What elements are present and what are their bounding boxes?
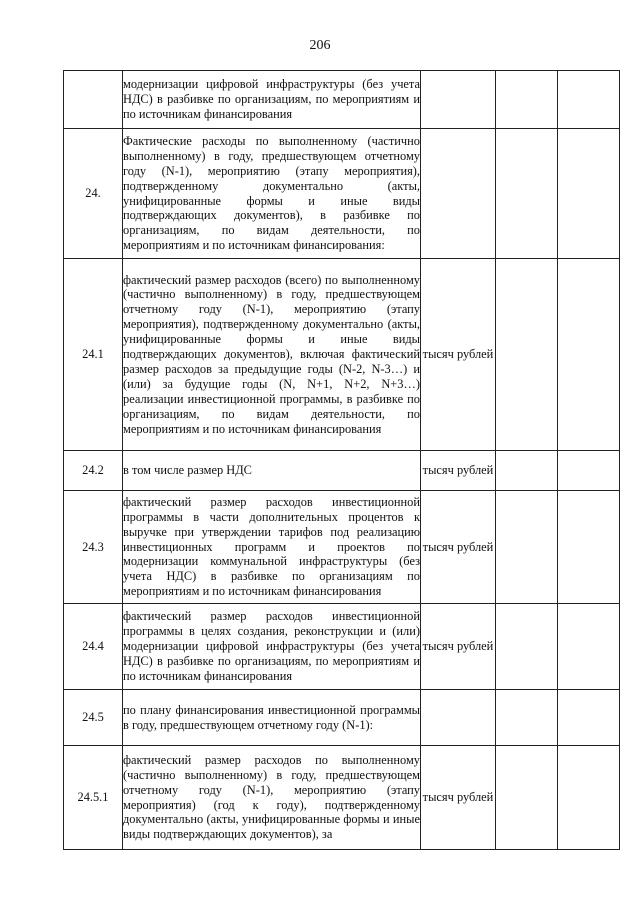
- value-cell: [496, 259, 558, 451]
- row-unit: тысяч рублей: [421, 746, 496, 850]
- row-number: [64, 71, 123, 129]
- row-number: 24.4: [64, 604, 123, 690]
- value-cell: [496, 491, 558, 604]
- table-row: [64, 451, 620, 491]
- row-description: по плану финансирования инвестиционной программы в году, предшествующем отчетному году (N-1):: [123, 690, 421, 746]
- value-cell: [496, 129, 558, 259]
- row-number: 24.1: [64, 259, 123, 451]
- value-cell: [496, 71, 558, 129]
- value-cell: [558, 129, 620, 259]
- row-description: фактический размер расходов по выполненному (частично выполненному) в году, предшествующем отчетному году (N-1), мероприятию (этапу мероприятия) (год к году), подтвержденному документально (акты, унифицированные формы и иные виды подтверждающих документов), за: [123, 746, 421, 850]
- value-cell: [558, 491, 620, 604]
- row-unit: [421, 71, 496, 129]
- row-unit: тысяч рублей: [421, 451, 496, 491]
- row-description: фактический размер расходов (всего) по выполненному (частично выполненному) в году, предшествующем отчетному году (N-1), мероприятию (этапу мероприятия), подтвержденному документально (акты, унифицированные формы и иные виды подтверждающих документов), включая фактический размер расходов за предыдущие годы (N-2, N-3…) и (или) за будущие годы (N, N+1, N+2, N+3…) реализации инвестиционной программы, в разбивке по организациям, по видам деятельности, по мероприятиям и по источникам финансирования: [123, 259, 421, 451]
- row-description: в том числе размер НДС: [123, 451, 421, 491]
- value-cell: [558, 259, 620, 451]
- table-row: [64, 491, 620, 604]
- value-cell: [496, 604, 558, 690]
- value-cell: [496, 451, 558, 491]
- table-row: [64, 604, 620, 690]
- value-cell: [558, 71, 620, 129]
- page-number: 206: [309, 38, 331, 53]
- value-cell: [558, 690, 620, 746]
- table-row: [64, 129, 620, 259]
- row-unit: тысяч рублей: [421, 491, 496, 604]
- table-row: [64, 746, 620, 850]
- row-number: 24.5.1: [64, 746, 123, 850]
- row-unit: [421, 690, 496, 746]
- row-unit: тысяч рублей: [421, 604, 496, 690]
- row-description: Фактические расходы по выполненному (частично выполненному) в году, предшествующем отчетному году (N-1), мероприятию (этапу мероприятия), подтвержденному документально (акты, унифицированные формы и иные виды подтверждающих документов), в разбивке по организациям, по видам деятельности, по мероприятиям и по источникам финансирования:: [123, 129, 421, 259]
- row-description: фактический размер расходов инвестиционной программы в целях создания, реконструкции и (или) модернизации цифровой инфраструктуры (без учета НДС) в разбивке по организациям, по мероприятиям и по источникам финансирования: [123, 604, 421, 690]
- value-cell: [496, 690, 558, 746]
- row-description: фактический размер расходов инвестиционной программы в части дополнительных процентов к выручке при утверждении тарифов под реализацию инвестиционных программ и проектов по модернизации коммунальной инфраструктуры (без учета НДС) в разбивке по организациям по мероприятиям и по источникам финансирования: [123, 491, 421, 604]
- value-cell: [496, 746, 558, 850]
- row-number: 24.5: [64, 690, 123, 746]
- row-unit: [421, 129, 496, 259]
- table-row: [64, 259, 620, 451]
- row-number: 24.3: [64, 491, 123, 604]
- value-cell: [558, 746, 620, 850]
- row-number: 24.2: [64, 451, 123, 491]
- row-number: 24.: [64, 129, 123, 259]
- value-cell: [558, 451, 620, 491]
- table-row: [64, 71, 620, 129]
- indicators-table: [63, 70, 620, 850]
- table-row: [64, 690, 620, 746]
- row-unit: тысяч рублей: [421, 259, 496, 451]
- row-description: модернизации цифровой инфраструктуры (без учета НДС) в разбивке по организациям, по мероприятиям и по источникам финансирования: [123, 71, 421, 129]
- value-cell: [558, 604, 620, 690]
